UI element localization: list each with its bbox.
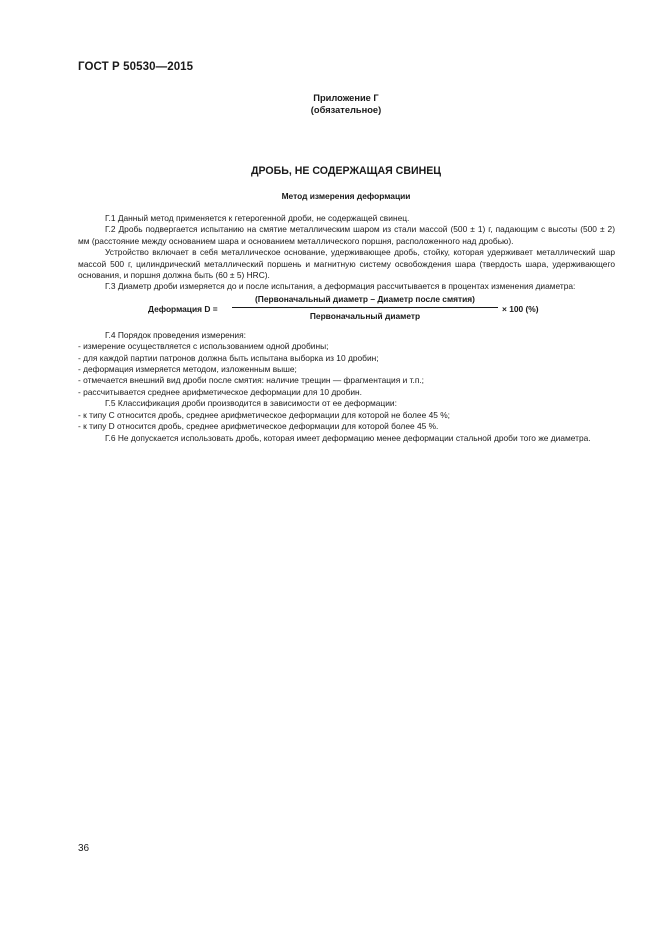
formula-fraction: [232, 294, 498, 323]
section-subtitle: Метод измерения деформации: [281, 191, 411, 201]
formula-denominator: Первоначальный диаметр: [309, 311, 421, 322]
paragraph-g4: Г.4 Порядок проведения измерения:: [105, 329, 246, 340]
formula-numerator: (Первоначальный диаметр – Диаметр после смятия): [255, 293, 475, 304]
paragraph-g5: Г.5 Классификация дроби производится в зависимости от ее деформации:: [105, 398, 397, 409]
section-title: ДРОБЬ, НЕ СОДЕРЖАЩАЯ СВИНЕЦ: [250, 165, 442, 177]
paragraph-g1: Г.1 Данный метод применяется к гетерогенной дроби, не содержащей свинец.: [105, 213, 410, 223]
list-item: - рассчитывается среднее арифметическое деформации для 10 дробин.: [78, 386, 362, 397]
list-item: - к типу С относится дробь, среднее арифметическое деформации для которой не более 45 %;: [78, 409, 450, 420]
annex-title: Приложение Г: [313, 93, 379, 103]
paragraph-g3: Г.3 Диаметр дроби измеряется до и после испытания, а деформация рассчитывается в процентах изменения диаметра:: [105, 281, 576, 292]
formula-lhs: Деформация D =: [148, 303, 218, 314]
paragraph-g2: Г.2 Дробь подвергается испытанию на смятие металлическим шаром из стали массой (500 ± 1) г, падающим с высоты (500 ± 2) мм (расстояние между основанием шара и основанием металлического поршня, расположенного над дробью).: [78, 224, 615, 246]
annex-heading: [246, 92, 446, 116]
document-body: [78, 213, 615, 444]
annex-status: (обязательное): [310, 105, 382, 115]
fraction-bar: [232, 307, 498, 308]
list-item: - деформация измеряется методом, изложенным выше;: [78, 364, 297, 375]
paragraph-device: Устройство включает в себя металлическое основание, удерживающее дробь, стойку, которая удерживает металлический шар массой 500 г, цилиндрический металлический поршень и магнитную систему освобождения шара (твердость шара, удерживающего основания, и поршня должна быть (60 ± 5) HRC).: [78, 247, 615, 281]
formula-rhs: × 100 (%): [502, 303, 539, 314]
list-item: - отмечается внешний вид дроби после смятия: наличие трещин — фрагментация и т.п.;: [78, 375, 425, 386]
list-item: - измерение осуществляется с использованием одной дробины;: [78, 341, 329, 352]
deformation-formula: [78, 294, 615, 326]
list-item: - для каждой партии патронов должна быть испытана выборка из 10 дробин;: [78, 352, 379, 363]
standard-code: ГОСТ Р 50530—2015: [78, 61, 194, 73]
list-item: - к типу D относится дробь, среднее арифметическое деформации для которой более 45 %.: [78, 421, 439, 432]
paragraph-g6: Г.6 Не допускается использовать дробь, которая имеет деформацию менее деформации стальной дроби того же диаметра.: [105, 432, 591, 443]
page-number: 36: [78, 843, 90, 854]
